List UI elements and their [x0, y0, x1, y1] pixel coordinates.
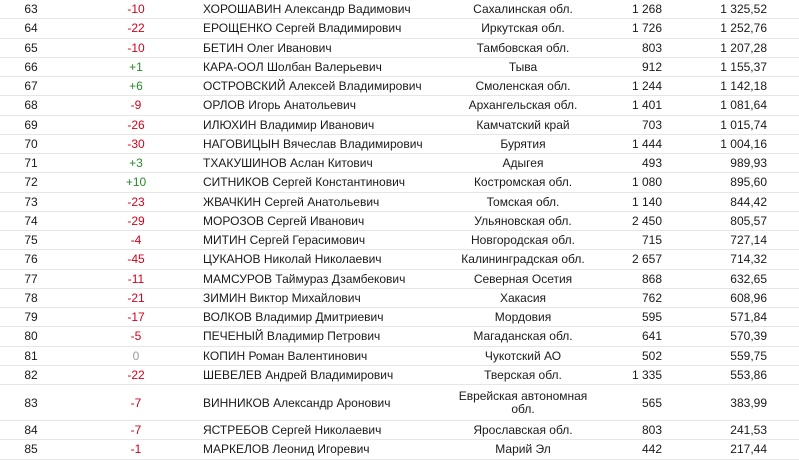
score-cell: 844,42 [686, 192, 799, 211]
name-cell: МОРОЗОВ Сергей Иванович [200, 211, 448, 230]
votes-cell: 762 [598, 288, 686, 307]
name-cell: ТХАКУШИНОВ Аслан Китович [200, 154, 448, 173]
rank-cell: 72 [0, 173, 80, 192]
name-cell: ВОЛКОВ Владимир Дмитриевич [200, 308, 448, 327]
name-cell: БЕТИН Олег Иванович [200, 38, 448, 57]
score-cell: 727,14 [686, 231, 799, 250]
name-cell: КОПИН Роман Валентинович [200, 346, 448, 365]
score-cell: 383,99 [686, 385, 799, 421]
name-cell: СИТНИКОВ Сергей Константинович [200, 173, 448, 192]
rank-cell: 82 [0, 365, 80, 384]
region-cell: Марий Эл [448, 440, 598, 459]
change-cell: -17 [80, 308, 200, 327]
votes-cell: 493 [598, 154, 686, 173]
rank-cell: 73 [0, 192, 80, 211]
name-cell: ОРЛОВ Игорь Анатольевич [200, 96, 448, 115]
region-cell: Костромская обл. [448, 173, 598, 192]
score-cell: 1 004,16 [686, 134, 799, 153]
table-row [0, 327, 799, 346]
score-cell: 217,44 [686, 440, 799, 459]
score-cell: 805,57 [686, 211, 799, 230]
table-row [0, 134, 799, 153]
rank-cell: 69 [0, 115, 80, 134]
name-cell: МАМСУРОВ Таймураз Дзамбекович [200, 269, 448, 288]
votes-cell: 912 [598, 57, 686, 76]
votes-cell: 565 [598, 385, 686, 421]
votes-cell: 703 [598, 115, 686, 134]
score-cell: 1 155,37 [686, 57, 799, 76]
name-cell: ХОРОШАВИН Александр Вадимович [200, 0, 448, 19]
table-row [0, 421, 799, 440]
score-cell: 241,53 [686, 421, 799, 440]
votes-cell: 1 244 [598, 77, 686, 96]
score-cell: 1 081,64 [686, 96, 799, 115]
votes-cell: 868 [598, 269, 686, 288]
change-cell: -9 [80, 96, 200, 115]
rank-cell: 81 [0, 346, 80, 365]
region-cell: Калининградская обл. [448, 250, 598, 269]
name-cell: ЦУКАНОВ Николай Николаевич [200, 250, 448, 269]
region-cell: Сахалинская обл. [448, 0, 598, 19]
change-cell: 0 [80, 346, 200, 365]
rank-cell: 85 [0, 440, 80, 459]
rank-cell: 63 [0, 0, 80, 19]
table-row [0, 19, 799, 38]
region-cell: Ульяновская обл. [448, 211, 598, 230]
region-cell: Чукотский АО [448, 346, 598, 365]
votes-cell: 1 140 [598, 192, 686, 211]
name-cell: ИЛЮХИН Владимир Иванович [200, 115, 448, 134]
table-row [0, 96, 799, 115]
region-cell: Новгородская обл. [448, 231, 598, 250]
rank-cell: 64 [0, 19, 80, 38]
rank-cell: 78 [0, 288, 80, 307]
region-cell: Ярославская обл. [448, 421, 598, 440]
region-cell: Северная Осетия [448, 269, 598, 288]
change-cell: +3 [80, 154, 200, 173]
change-cell: -10 [80, 38, 200, 57]
change-cell: -26 [80, 115, 200, 134]
score-cell: 570,39 [686, 327, 799, 346]
rank-cell: 75 [0, 231, 80, 250]
rank-cell: 65 [0, 38, 80, 57]
region-cell: Адыгея [448, 154, 598, 173]
votes-cell: 442 [598, 440, 686, 459]
rank-cell: 80 [0, 327, 80, 346]
table-row [0, 269, 799, 288]
region-cell: Томская обл. [448, 192, 598, 211]
score-cell: 1 207,28 [686, 38, 799, 57]
table-row [0, 115, 799, 134]
name-cell: КАРА-ООЛ Шолбан Валерьевич [200, 57, 448, 76]
region-cell: Тамбовская обл. [448, 38, 598, 57]
name-cell: ЕРОЩЕНКО Сергей Владимирович [200, 19, 448, 38]
change-cell: -22 [80, 365, 200, 384]
change-cell: -11 [80, 269, 200, 288]
region-cell: Мордовия [448, 308, 598, 327]
votes-cell: 595 [598, 308, 686, 327]
name-cell: ЯСТРЕБОВ Сергей Николаевич [200, 421, 448, 440]
change-cell: -10 [80, 0, 200, 19]
table-row [0, 365, 799, 384]
table-row [0, 346, 799, 365]
table-row [0, 0, 799, 19]
table-row [0, 231, 799, 250]
name-cell: ОСТРОВСКИЙ Алексей Владимирович [200, 77, 448, 96]
score-cell: 553,86 [686, 365, 799, 384]
score-cell: 559,75 [686, 346, 799, 365]
region-cell: Иркутская обл. [448, 19, 598, 38]
region-cell: Хакасия [448, 288, 598, 307]
table-row [0, 288, 799, 307]
table-row [0, 154, 799, 173]
table-row [0, 57, 799, 76]
score-cell: 608,96 [686, 288, 799, 307]
change-cell: -21 [80, 288, 200, 307]
votes-cell: 1 726 [598, 19, 686, 38]
name-cell: МАРКЕЛОВ Леонид Игоревич [200, 440, 448, 459]
change-cell: -5 [80, 327, 200, 346]
votes-cell: 641 [598, 327, 686, 346]
region-cell: Камчатский край [448, 115, 598, 134]
rank-cell: 76 [0, 250, 80, 269]
votes-cell: 1 444 [598, 134, 686, 153]
name-cell: ВИННИКОВ Александр Аронович [200, 385, 448, 421]
score-cell: 895,60 [686, 173, 799, 192]
votes-cell: 715 [598, 231, 686, 250]
change-cell: -1 [80, 440, 200, 459]
rank-cell: 66 [0, 57, 80, 76]
name-cell: ЗИМИН Виктор Михайлович [200, 288, 448, 307]
rank-cell: 83 [0, 385, 80, 421]
rank-cell: 70 [0, 134, 80, 153]
rank-cell: 84 [0, 421, 80, 440]
votes-cell: 803 [598, 38, 686, 57]
table-row [0, 440, 799, 459]
votes-cell: 2 657 [598, 250, 686, 269]
votes-cell: 502 [598, 346, 686, 365]
name-cell: НАГОВИЦЫН Вячеслав Владимирович [200, 134, 448, 153]
rank-cell: 79 [0, 308, 80, 327]
change-cell: -23 [80, 192, 200, 211]
votes-cell: 1 268 [598, 0, 686, 19]
change-cell: -30 [80, 134, 200, 153]
table-row [0, 38, 799, 57]
table-row [0, 308, 799, 327]
name-cell: ЖВАЧКИН Сергей Анатольевич [200, 192, 448, 211]
score-cell: 714,32 [686, 250, 799, 269]
region-cell: Бурятия [448, 134, 598, 153]
table-row [0, 385, 799, 421]
score-cell: 632,65 [686, 269, 799, 288]
rank-cell: 71 [0, 154, 80, 173]
change-cell: -29 [80, 211, 200, 230]
votes-cell: 1 401 [598, 96, 686, 115]
rank-cell: 74 [0, 211, 80, 230]
rank-cell: 68 [0, 96, 80, 115]
name-cell: ПЕЧЕНЫЙ Владимир Петрович [200, 327, 448, 346]
region-cell: Тыва [448, 57, 598, 76]
rank-cell: 67 [0, 77, 80, 96]
name-cell: ШЕВЕЛЕВ Андрей Владимирович [200, 365, 448, 384]
votes-cell: 803 [598, 421, 686, 440]
change-cell: -4 [80, 231, 200, 250]
change-cell: +1 [80, 57, 200, 76]
change-cell: -7 [80, 421, 200, 440]
name-cell: МИТИН Сергей Герасимович [200, 231, 448, 250]
score-cell: 989,93 [686, 154, 799, 173]
change-cell: -22 [80, 19, 200, 38]
score-cell: 1 142,18 [686, 77, 799, 96]
region-cell: Архангельская обл. [448, 96, 598, 115]
table-row [0, 211, 799, 230]
score-cell: 1 015,74 [686, 115, 799, 134]
table-row [0, 192, 799, 211]
table-row [0, 77, 799, 96]
region-cell: Еврейская автономная обл. [448, 385, 598, 421]
region-cell: Магаданская обл. [448, 327, 598, 346]
votes-cell: 2 450 [598, 211, 686, 230]
rank-cell: 77 [0, 269, 80, 288]
change-cell: +6 [80, 77, 200, 96]
change-cell: -45 [80, 250, 200, 269]
change-cell: -7 [80, 385, 200, 421]
score-cell: 1 325,52 [686, 0, 799, 19]
score-cell: 571,84 [686, 308, 799, 327]
change-cell: +10 [80, 173, 200, 192]
region-cell: Смоленская обл. [448, 77, 598, 96]
votes-cell: 1 080 [598, 173, 686, 192]
score-cell: 1 252,76 [686, 19, 799, 38]
table-row [0, 173, 799, 192]
region-cell: Тверская обл. [448, 365, 598, 384]
votes-cell: 1 335 [598, 365, 686, 384]
table-row [0, 250, 799, 269]
